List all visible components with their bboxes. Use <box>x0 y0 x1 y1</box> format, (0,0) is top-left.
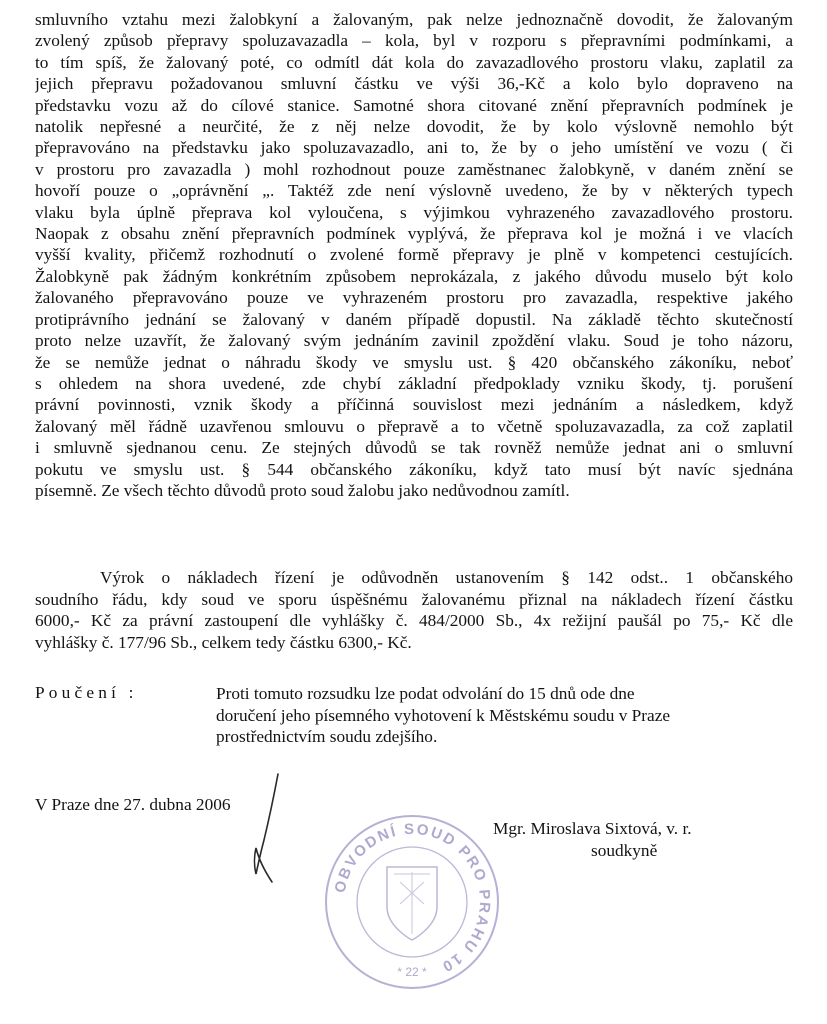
court-stamp <box>322 812 502 992</box>
reasoning-paragraph <box>35 9 793 501</box>
body-text-line: vlaku byla úplně přeprava kol vyloučena, s výjimkou vyhrazeného zavazadlového prostoru. <box>35 202 793 222</box>
body-text-line: písemně. Ze všech těchto důvodů proto soud žalobu jako nedůvodnou zamítl. <box>35 480 570 500</box>
body-text-line: žalovaného přepravováno pouze ve vyhrazeném prostoru pro zavazadla, respektive jakého <box>35 288 793 308</box>
body-text-line: přepravováno na představku jako spoluzavazadlo, ani to, že by o jeho umístění ve vozu ( či <box>35 138 793 158</box>
body-text-line: i smluvně sjednanou cenu. Ze stejných důvodů se tak rovněž nemůže jednat ani o smluvní <box>35 438 793 458</box>
body-text-line: protiprávního jednání se žalovaný v daném případě dopustil. Na základě těchto skutečností <box>35 309 793 329</box>
body-text-line: to tím spíš, že žalovaný poté, co odmítl dát kola do zavazadlového prostoru vlaku, zaplatil za <box>35 52 793 72</box>
costs-text-line: Výrok o nákladech řízení je odůvodněn ustanovením § 142 odst.. 1 občanského <box>100 568 793 587</box>
costs-paragraph <box>35 567 793 653</box>
body-text-line: v prostoru pro zavazadla ) mohl rozhodnout pouze zaměstnanec žalobkyně, v daném znění se <box>35 159 793 179</box>
handwritten-signature <box>250 770 290 890</box>
body-text-line: zvolený způsob přepravy spoluzavazadla – kola, byl v rozporu s přepravními podmínkami, a <box>35 31 793 51</box>
body-text-line: právní povinnosti, vznik škody a příčinná souvislost mezi jednáním a následkem, když <box>35 395 793 415</box>
body-text-line: smluvního vztahu mezi žalobkyní a žalovaným, pak nelze jednoznačně dovodit, že žalovaným <box>35 10 793 29</box>
stamp-ring-text: OBVODNÍ SOUD PRO PRAHU 10 <box>331 820 494 976</box>
costs-text-line: 6000,- Kč za právní zastoupení dle vyhlášky č. 484/2000 Sb., 4x režijní paušál po 75,- Kč dle <box>35 611 793 631</box>
costs-text-line: vyhlášky č. 177/96 Sb., celkem tedy částku 6300,- Kč. <box>35 632 412 652</box>
body-text-line: proto nelze uzavřít, že žalovaný svým jednáním zavinil zpoždění vlaku. Soud je toho názoru, <box>35 331 793 351</box>
instruction-text-line: doručení jeho písemného vyhotovení k Městskému soudu v Praze <box>216 705 671 725</box>
body-text-line: že se nemůže jednat o náhradu škody ve smyslu ust. § 420 občanského zákoníku, neboť <box>35 352 793 372</box>
stamp-number: * 22 * <box>397 965 427 979</box>
body-text-line: Naopak z obsahu znění přepravních podmínek vyplývá, že přeprava kol je možná i ve vlacích <box>35 224 793 244</box>
body-text-line: hovoří pouze o „oprávnění „. Taktéž zde není výslovně uvedeno, že by v některých typech <box>35 181 793 201</box>
body-text-line: žalovaný měl řádně uzavřenou smlouvu o přepravě a to včetně spoluzavazadla, za což zaplatil <box>35 416 793 436</box>
body-text-line: natolik nepřesné a neurčité, že z něj nelze dovodit, že by kolo výslovně nemohlo být <box>35 117 793 137</box>
signatory-role: soudkyně <box>591 841 658 860</box>
date-line: V Praze dne 27. dubna 2006 <box>35 795 231 814</box>
instruction-text-line: prostřednictvím soudu zdejšího. <box>216 727 438 747</box>
instruction-text <box>216 683 776 748</box>
body-text-line: s ohledem na shora uvedené, zde chybí základní předpoklady vzniku škody, tj. porušení <box>35 373 793 393</box>
instruction-text-line: Proti tomuto rozsudku lze podat odvolání do 15 dnů ode dne <box>216 684 635 703</box>
body-text-line: představku vozu až do cílové stanice. Samotné shora citované znění přepravních podmínek je <box>35 95 793 115</box>
costs-text-line: soudního řádu, kdy soud ve sporu úspěšnému žalovanému přiznal na nákladech řízení částku <box>35 589 793 609</box>
signature-block <box>493 818 692 862</box>
signatory-name: Mgr. Miroslava Sixtová, v. r. <box>493 819 692 838</box>
body-text-line: vyšší kvality, přičemž rozhodnutí o zvolené formě přepravy je plně v kompetenci cestujících. <box>35 245 793 265</box>
body-text-line: Žalobkyně pak žádným konkrétním způsobem neprokázala, z jakého důvodu muselo být kolo <box>35 266 793 286</box>
instruction-label: Poučení : <box>35 683 138 702</box>
body-text-line: jejich přepravu požadovanou smluvní částku ve výši 36,-Kč a kolo bylo dopraveno na <box>35 74 793 94</box>
body-text-line: pokutu ve smyslu ust. § 544 občanského zákoníku, když tato musí být navíc sjednána <box>35 459 793 479</box>
